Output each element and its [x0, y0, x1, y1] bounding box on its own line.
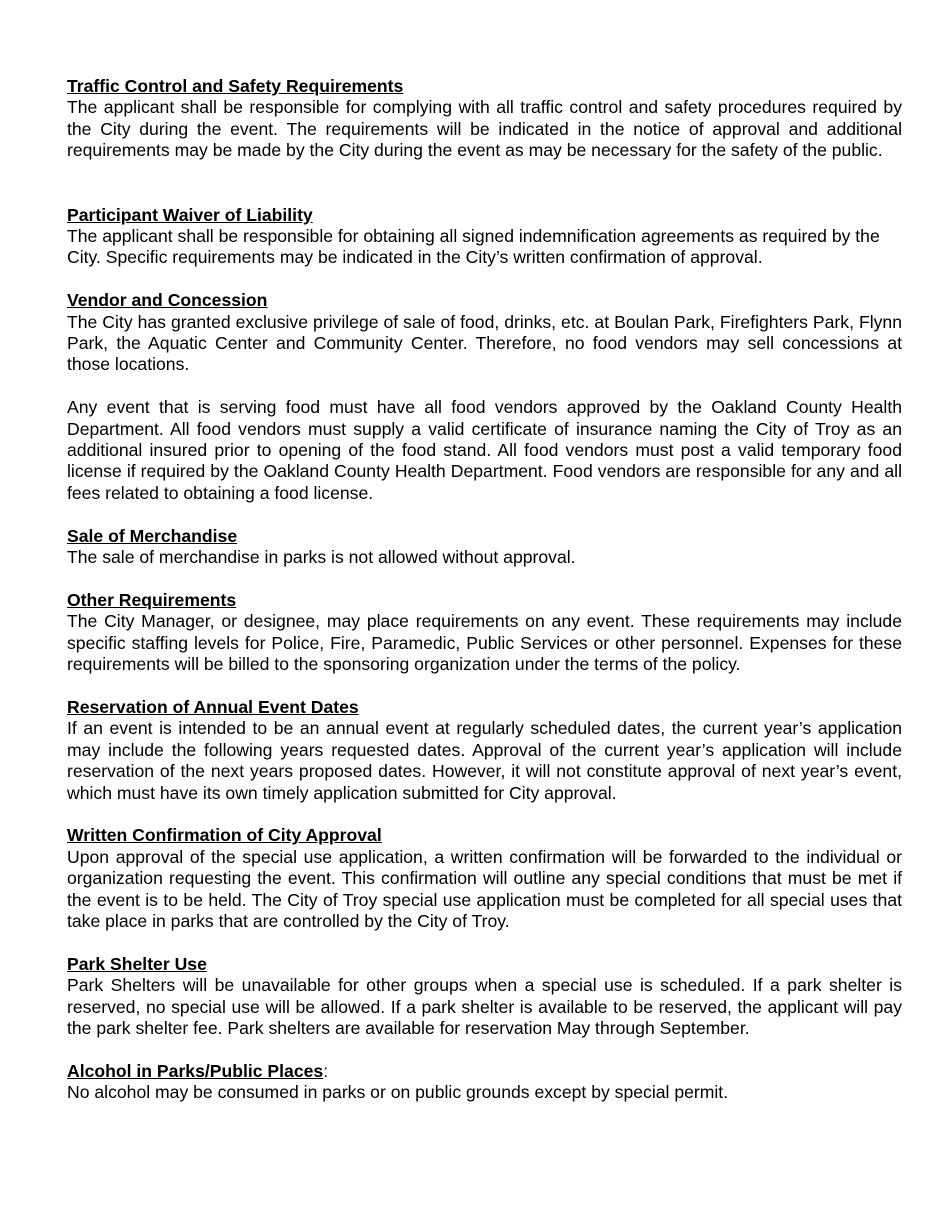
section-written-confirmation [67, 825, 902, 932]
section-paragraph: Upon approval of the special use application, a written confirmation will be forwarded to the individual or organization requesting the event. This confirmation will outline any special conditions that must be met if the event is to be held. The City of Troy special use application must be completed for all special uses that take place in parks that are controlled by the City of Troy. [67, 846, 902, 931]
section-paragraph: The City has granted exclusive privilege of sale of food, drinks, etc. at Boulan Park, Firefighters Park, Flynn Park, the Aquatic Center and Community Center. Therefore, no food vendors may sell concessions at those locations. [67, 311, 902, 375]
section-park-shelter-use [67, 954, 902, 1040]
section-sale-merchandise [67, 526, 902, 569]
section-heading: Park Shelter Use [67, 953, 207, 974]
section-heading: Written Confirmation of City Approval [67, 825, 382, 846]
section-annual-event-dates [67, 697, 902, 804]
section-other-requirements [67, 590, 902, 676]
document-page [67, 76, 902, 1104]
section-heading: Sale of Merchandise [67, 525, 238, 546]
section-paragraph: The applicant shall be responsible for complying with all traffic control and safety procedures required by the City during the event. The requirements will be indicated in the notice of approval and additional requirements may be made by the City during the event as may be necessary for the safety of the public. [67, 97, 902, 161]
section-alcohol [67, 1061, 902, 1104]
section-paragraph: Any event that is serving food must have all food vendors approved by the Oakland County Health Department. All food vendors must supply a valid certificate of insurance naming the City of Troy as an additional insured prior to opening of the food stand. All food vendors must post a valid temporary food license if required by the Oakland County Health Department. Food vendors are responsible for any and all fees related to obtaining a food license. [67, 397, 902, 503]
section-paragraph: The City Manager, or designee, may place requirements on any event. These requirements may include specific staffing levels for Police, Fire, Paramedic, Public Services or other personnel. Expenses for these requirements will be billed to the sponsoring organization under the terms of the policy. [67, 611, 902, 675]
section-heading: Traffic Control and Safety Requirements [67, 76, 404, 96]
section-vendor-concession [67, 290, 902, 504]
section-traffic-control [67, 76, 902, 162]
section-heading: Participant Waiver of Liability [67, 204, 313, 225]
section-paragraph: The applicant shall be responsible for obtaining all signed indemnification agreements as required by the City. Specific requirements may be indicated in the City’s written confirmation of approval. [67, 226, 880, 268]
section-heading: Other Requirements [67, 589, 237, 610]
heading-suffix: : [323, 1060, 329, 1081]
section-participant-waiver [67, 205, 902, 269]
section-paragraph: If an event is intended to be an annual event at regularly scheduled dates, the current year’s application may include the following years requested dates. Approval of the current year’s application will include reservation of the next years proposed dates. However, it will not constitute approval of next year’s event, which must have its own timely application submitted for City approval. [67, 718, 902, 803]
section-paragraph: The sale of merchandise in parks is not allowed without approval. [67, 547, 576, 568]
section-heading: Alcohol in Parks/Public Places [67, 1060, 324, 1081]
section-heading: Vendor and Concession [67, 290, 268, 311]
section-paragraph: Park Shelters will be unavailable for other groups when a special use is scheduled. If a park shelter is reserved, no special use will be allowed. If a park shelter is available to be reserved, the applicant will pay the park shelter fee. Park shelters are available for reservation May through September. [67, 975, 902, 1038]
section-heading: Reservation of Annual Event Dates [67, 696, 359, 717]
section-paragraph: No alcohol may be consumed in parks or on public grounds except by special permit. [67, 1082, 729, 1103]
